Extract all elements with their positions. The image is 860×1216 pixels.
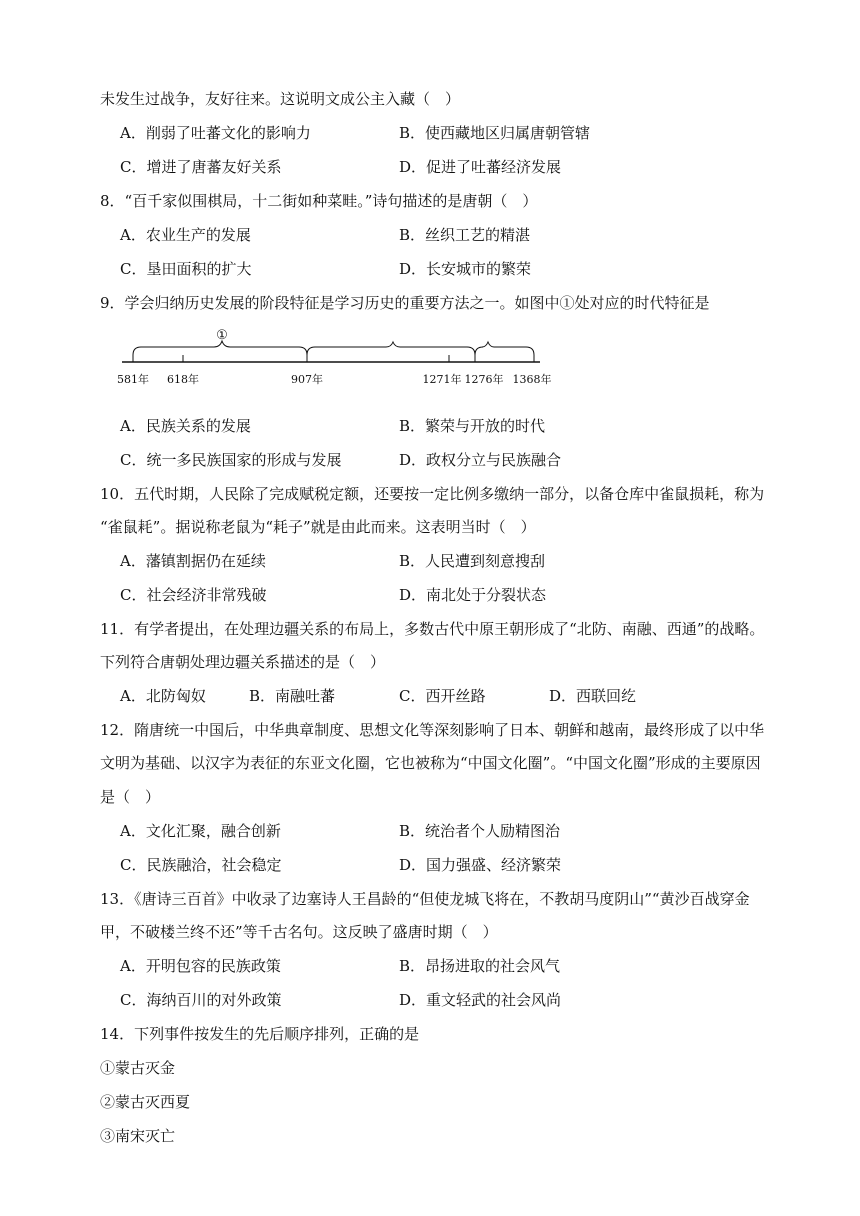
timeline-label-1368: 1368年 — [512, 373, 552, 386]
timeline-label-581: 581年 — [117, 373, 149, 386]
q11-option-a: A．北防匈奴 — [120, 687, 206, 705]
q8-option-b: B．丝织工艺的精湛 — [399, 226, 531, 244]
q13-option-d: D．重文轻武的社会风尚 — [399, 991, 562, 1009]
q13-option-b: B．昂扬进取的社会风气 — [399, 957, 561, 975]
q10-option-a: A．藩镇割据仍在延续 — [120, 552, 266, 570]
q11-option-b: B．南融吐蕃 — [249, 687, 336, 705]
question-8-stem: 8．“百千家似围棋局，十二街如种菜畦。”诗句描述的是唐朝（ ） — [100, 192, 538, 210]
question-14-stem: 14．下列事件按发生的先后顺序排列，正确的是 — [100, 1025, 420, 1043]
timeline-label-1276: 1276年 — [464, 373, 504, 386]
q10-option-d: D．南北处于分裂状态 — [399, 586, 547, 604]
q8-option-d: D．长安城市的繁荣 — [399, 260, 532, 278]
q14-item-1: ①蒙古灭金 — [100, 1059, 176, 1077]
q11-option-d: D．西联回纥 — [549, 687, 637, 705]
q14-item-3: ③南宋灭亡 — [100, 1127, 176, 1145]
q12-option-c: C．民族融洽，社会稳定 — [120, 856, 282, 874]
q13-option-c: C．海纳百川的对外政策 — [120, 991, 282, 1009]
timeline-label-907: 907年 — [291, 373, 323, 386]
q14-item-2: ②蒙古灭西夏 — [100, 1093, 191, 1111]
question-9-stem: 9．学会归纳历史发展的阶段特征是学习历史的重要方法之一。如图中①处对应的时代特征是 — [100, 294, 710, 312]
question-12-stem-line-2: 文明为基础、以汉字为表征的东亚文化圈，它也被称为“中国文化圈”。“中国文化圈”形成的主要原因 — [100, 754, 761, 772]
q9-option-d: D．政权分立与民族融合 — [399, 451, 562, 469]
q11-option-c: C．西开丝路 — [399, 687, 486, 705]
q7-option-c: C．增进了唐蕃友好关系 — [120, 158, 282, 176]
timeline-brace-2 — [307, 342, 475, 355]
timeline-label-618: 618年 — [167, 373, 199, 386]
question-7-stem-tail: 未发生过战争，友好往来。这说明文成公主入藏（ ） — [100, 90, 461, 108]
q9-option-a: A．民族关系的发展 — [120, 417, 251, 435]
question-11-stem-line-1: 11．有学者提出，在处理边疆关系的布局上，多数古代中原王朝形成了“北防、南融、西通”的战略。 — [100, 620, 765, 638]
timeline-brace-1 — [133, 341, 307, 355]
q9-option-b: B．繁荣与开放的时代 — [399, 417, 546, 435]
q12-option-d: D．国力强盛、经济繁荣 — [399, 856, 562, 874]
q8-option-a: A．农业生产的发展 — [120, 226, 251, 244]
question-12-stem-line-3: 是（ ） — [100, 788, 161, 806]
question-12-stem-line-1: 12．隋唐统一中国后，中华典章制度、思想文化等深刻影响了日本、朝鲜和越南，最终形成了以中华 — [100, 721, 765, 739]
q7-option-a: A．削弱了吐蕃文化的影响力 — [120, 124, 311, 142]
question-13-stem-line-1: 13．《唐诗三百首》中收录了边塞诗人王昌龄的“但使龙城飞将在，不教胡马度阴山”“黄沙百战穿金 — [100, 890, 750, 908]
q7-option-d: D．促进了吐蕃经济发展 — [399, 158, 562, 176]
q13-option-a: A．开明包容的民族政策 — [120, 957, 281, 975]
q7-option-b: B．使西藏地区归属唐朝管辖 — [399, 124, 591, 142]
timeline-svg — [112, 325, 562, 395]
q10-option-b: B．人民遭到刻意搜刮 — [399, 552, 546, 570]
q8-option-c: C．垦田面积的扩大 — [120, 260, 252, 278]
question-10-stem-line-1: 10．五代时期，人民除了完成赋税定额，还要按一定比例多缴纳一部分，以备仓库中雀鼠损耗，称为 — [100, 485, 765, 503]
q12-option-b: B．统治者个人励精图治 — [399, 822, 561, 840]
question-11-stem-line-2: 下列符合唐朝处理边疆关系描述的是（ ） — [100, 653, 386, 671]
timeline-brace-3 — [475, 342, 534, 355]
timeline-label-1271: 1271年 — [422, 373, 462, 386]
question-13-stem-line-2: 甲，不破楼兰终不还”等千古名句。这反映了盛唐时期（ ） — [100, 923, 498, 941]
q9-option-c: C．统一多民族国家的形成与发展 — [120, 451, 342, 469]
q10-option-c: C．社会经济非常残破 — [120, 586, 267, 604]
q12-option-a: A．文化汇聚，融合创新 — [120, 822, 281, 840]
timeline-marker: ① — [216, 328, 228, 343]
timeline-figure — [112, 325, 562, 395]
question-10-stem-line-2: “雀鼠耗”。据说称老鼠为“耗子”就是由此而来。这表明当时（ ） — [100, 518, 536, 536]
